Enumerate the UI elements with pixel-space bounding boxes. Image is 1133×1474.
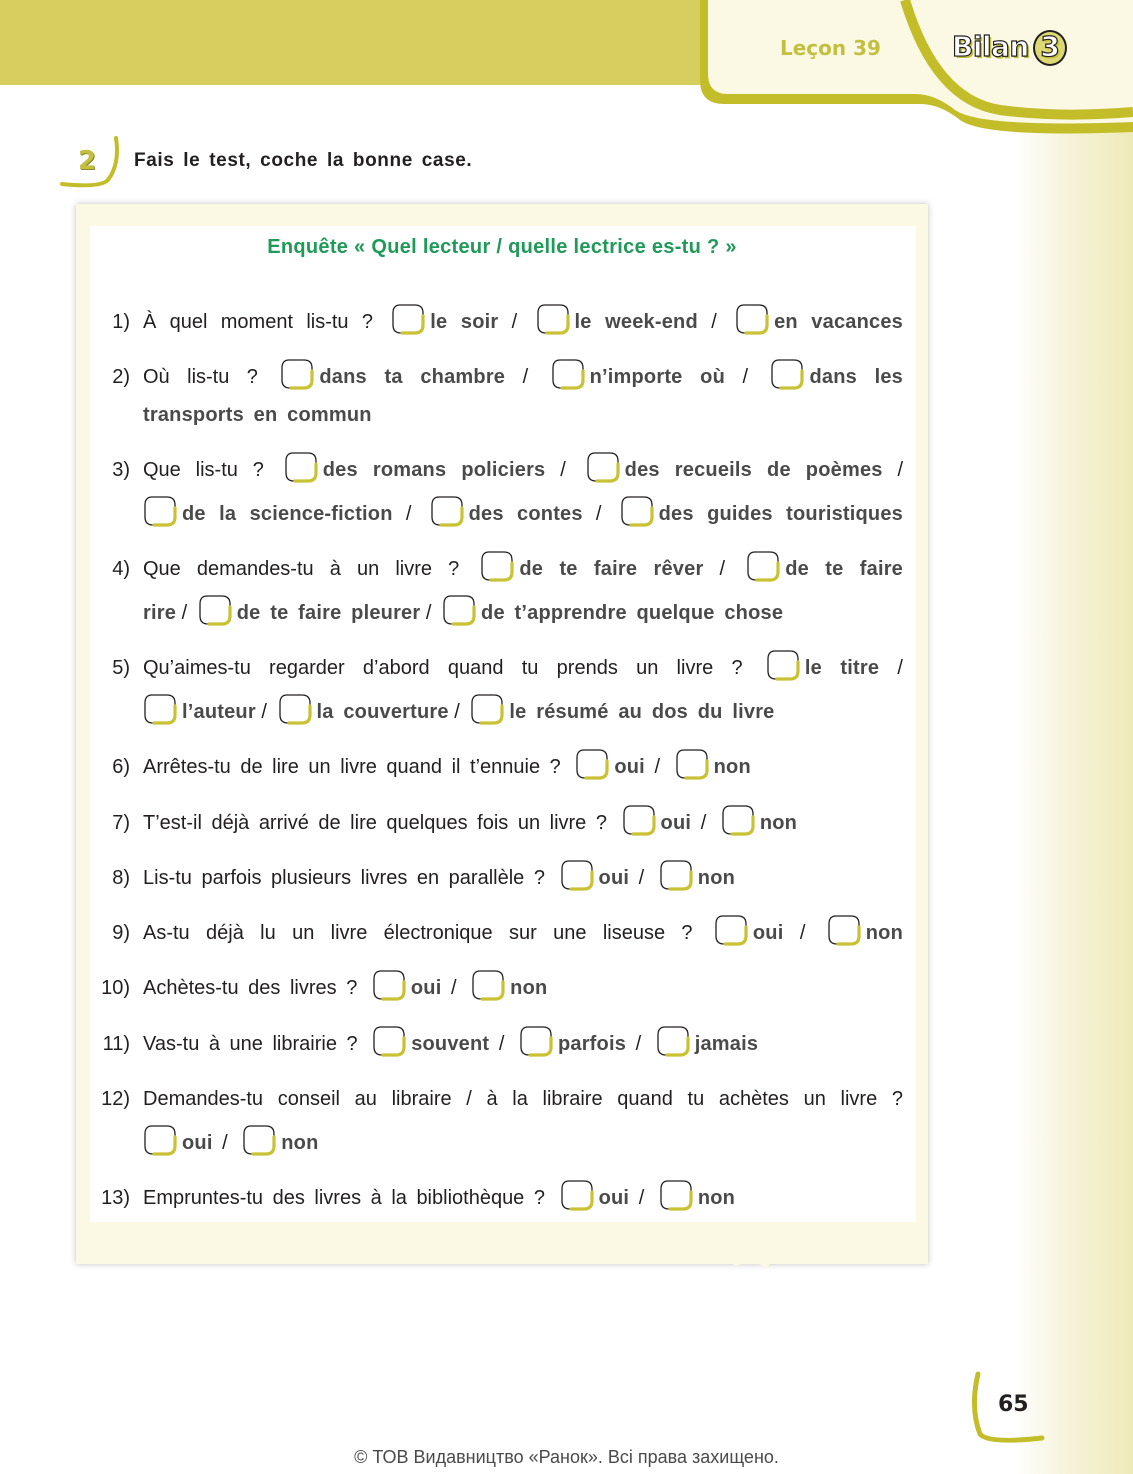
- checkbox[interactable]: [470, 968, 506, 1002]
- exercise-instruction: Fais le test, coche la bonne case.: [134, 150, 473, 171]
- question-3: Que lis-tu ? des romans policiers / des recueils de poèmes /: [143, 459, 903, 482]
- lesson-label: Leçon 39: [780, 36, 881, 60]
- option-label: de te faire: [785, 558, 904, 580]
- option-label: de te faire rêver: [519, 558, 704, 580]
- question-text: Que lis-tu ?: [143, 459, 264, 481]
- checkbox[interactable]: [279, 357, 315, 391]
- question-6: Arrêtes-tu de lire un livre quand il t’ennuie ? oui / non: [143, 756, 903, 779]
- question-text: Demandes-tu conseil au libraire / à la libraire quand tu achètes un livre ?: [143, 1088, 903, 1110]
- option-label: non: [759, 812, 798, 834]
- checkbox[interactable]: [197, 593, 233, 627]
- checkbox[interactable]: [142, 1123, 178, 1157]
- option-label: oui: [752, 922, 784, 944]
- question-11: Vas-tu à une librairie ? souvent / parfois / jamais: [143, 1033, 903, 1056]
- torn-paper-edge: [76, 1238, 932, 1284]
- checkbox[interactable]: [585, 450, 621, 484]
- question-text: Vas-tu à une librairie ?: [143, 1033, 358, 1055]
- option-label: non: [697, 1187, 736, 1209]
- checkbox[interactable]: [277, 692, 313, 726]
- checkbox[interactable]: [559, 858, 595, 892]
- question-12-continued: oui / non: [138, 1132, 898, 1155]
- exercise-number-badge: [58, 134, 124, 194]
- option-label: de te faire pleurer: [236, 602, 421, 624]
- question-4: Que demandes-tu à un livre ? de te faire rêver / de te faire: [143, 558, 903, 581]
- checkbox[interactable]: [241, 1123, 277, 1157]
- checkbox[interactable]: [658, 1178, 694, 1212]
- option-label: des contes: [468, 503, 583, 525]
- option-label: non: [281, 1132, 319, 1154]
- checkbox[interactable]: [550, 357, 586, 391]
- question-13: Empruntes-tu des livres à la bibliothèque ? oui / non: [143, 1187, 903, 1210]
- option-label: le titre: [804, 657, 880, 679]
- option-label: de t’apprendre quelque chose: [481, 602, 784, 624]
- question-number: 12): [101, 1088, 130, 1110]
- page-number: 65: [998, 1392, 1029, 1417]
- checkbox[interactable]: [655, 1024, 691, 1058]
- question-number: 7): [112, 812, 130, 834]
- question-5: Qu’aimes-tu regarder d’abord quand tu prends un livre ? le titre /: [143, 657, 903, 680]
- option-label: le week-end: [574, 311, 698, 333]
- option-label: la couverture: [316, 701, 449, 723]
- option-label: jamais: [694, 1033, 759, 1055]
- option-label: transports en commun: [143, 404, 372, 426]
- question-text: À quel moment lis-tu ?: [143, 311, 373, 333]
- bilan-label: [952, 30, 1067, 66]
- question-number: 6): [112, 756, 130, 778]
- question-text: Qu’aimes-tu regarder d’abord quand tu prends un livre ?: [143, 657, 743, 679]
- checkbox[interactable]: [479, 549, 515, 583]
- option-label: oui: [598, 867, 630, 889]
- checkbox[interactable]: [574, 747, 610, 781]
- question-4-continued: rire / de te faire pleurer / de t’apprendre quelque chose: [143, 602, 903, 625]
- option-label: rire: [143, 602, 177, 624]
- option-label: dans les: [809, 366, 904, 388]
- question-number: 9): [112, 922, 130, 944]
- option-label: non: [865, 922, 903, 944]
- question-number: 10): [101, 977, 130, 999]
- question-9: As-tu déjà lu un livre électronique sur une liseuse ? oui / non: [143, 922, 903, 945]
- survey-title: [0, 236, 1000, 259]
- option-label: non: [713, 756, 751, 778]
- question-1: À quel moment lis-tu ? le soir / le week-end / en vacances: [143, 311, 903, 334]
- question-text: Où lis-tu ?: [143, 366, 258, 388]
- option-label: non: [697, 867, 736, 889]
- option-label: non: [510, 977, 548, 999]
- checkbox[interactable]: [283, 450, 319, 484]
- checkbox[interactable]: [713, 913, 749, 947]
- right-side-band: [1013, 85, 1133, 1474]
- option-label: n’importe où: [589, 366, 725, 388]
- option-label: dans ta chambre: [319, 366, 506, 388]
- question-8: Lis-tu parfois plusieurs livres en parallèle ? oui / non: [143, 867, 903, 890]
- option-label: en vacances: [774, 311, 903, 333]
- question-text: As-tu déjà lu un livre électronique sur une liseuse ?: [143, 922, 693, 944]
- option-label: oui: [410, 977, 442, 999]
- question-number: 5): [112, 657, 130, 679]
- option-label: le résumé au dos du livre: [509, 701, 775, 723]
- question-text: Achètes-tu des livres ?: [143, 977, 358, 999]
- option-label: oui: [614, 756, 645, 778]
- checkbox[interactable]: [142, 692, 178, 726]
- option-label: l’auteur: [182, 701, 256, 723]
- checkbox[interactable]: [371, 1024, 407, 1058]
- question-number: 11): [102, 1033, 130, 1055]
- option-label: oui: [182, 1132, 213, 1154]
- bilan-number: 3: [1033, 30, 1067, 66]
- option-label: des recueils de poèmes: [624, 459, 883, 481]
- checkbox[interactable]: [674, 747, 710, 781]
- checkbox[interactable]: [441, 593, 477, 627]
- checkbox[interactable]: [734, 302, 770, 336]
- option-label: des romans policiers: [322, 459, 546, 481]
- option-label: des guides touristiques: [658, 503, 903, 525]
- question-12: [143, 1088, 903, 1111]
- question-5-continued: l’auteur / la couverture / le résumé au dos du livre: [138, 701, 898, 724]
- checkbox[interactable]: [371, 968, 407, 1002]
- question-number: 13): [101, 1187, 130, 1209]
- question-text: T’est-il déjà arrivé de lire quelques fois un livre ?: [143, 812, 607, 834]
- checkbox[interactable]: [518, 1024, 554, 1058]
- survey-title-text: Enquête « Quel lecteur / quelle lectrice es-tu ? »: [267, 236, 737, 258]
- option-label: de la science-fiction: [182, 503, 393, 525]
- exercise-number: 2: [78, 146, 97, 176]
- checkbox[interactable]: [142, 494, 178, 528]
- checkbox[interactable]: [535, 302, 571, 336]
- question-number: 4): [112, 558, 130, 580]
- checkbox[interactable]: [429, 494, 465, 528]
- question-number: 2): [112, 366, 130, 388]
- checkbox[interactable]: [658, 858, 694, 892]
- question-2: Où lis-tu ? dans ta chambre / n’importe où / dans les: [143, 366, 903, 389]
- checkbox[interactable]: [769, 357, 805, 391]
- header-decoration: [0, 0, 1133, 140]
- bilan-text: Bilan: [952, 30, 1029, 63]
- option-label: le soir: [430, 311, 499, 333]
- page-number-badge: [968, 1368, 1048, 1448]
- question-10: Achètes-tu des livres ? oui / non: [143, 977, 903, 1000]
- checkbox[interactable]: [619, 494, 655, 528]
- question-number: 8): [112, 867, 130, 889]
- question-7: T’est-il déjà arrivé de lire quelques fois un livre ? oui / non: [143, 812, 903, 835]
- checkbox[interactable]: [765, 648, 801, 682]
- checkbox[interactable]: [469, 692, 505, 726]
- question-text: Empruntes-tu des livres à la bibliothèque ?: [143, 1187, 545, 1209]
- question-3-continued: de la science-fiction / des contes / des guides touristiques: [138, 503, 903, 526]
- copyright-notice: © ТОВ Видавництво «Ранок». Всі права захищено.: [354, 1447, 779, 1467]
- checkbox[interactable]: [720, 803, 756, 837]
- checkbox[interactable]: [559, 1178, 595, 1212]
- checkbox[interactable]: [745, 549, 781, 583]
- question-text: Lis-tu parfois plusieurs livres en parallèle ?: [143, 867, 545, 889]
- option-label: parfois: [557, 1033, 627, 1055]
- checkbox[interactable]: [621, 803, 657, 837]
- question-text: Que demandes-tu à un livre ?: [143, 558, 460, 580]
- checkbox[interactable]: [826, 913, 862, 947]
- question-text: Arrêtes-tu de lire un livre quand il t’ennuie ?: [143, 756, 561, 778]
- question-number: 3): [112, 459, 130, 481]
- checkbox[interactable]: [390, 302, 426, 336]
- question-number: 1): [112, 311, 130, 333]
- question-2-continued: [143, 404, 903, 427]
- option-label: oui: [660, 812, 692, 834]
- option-label: souvent: [411, 1033, 490, 1055]
- option-label: oui: [598, 1187, 630, 1209]
